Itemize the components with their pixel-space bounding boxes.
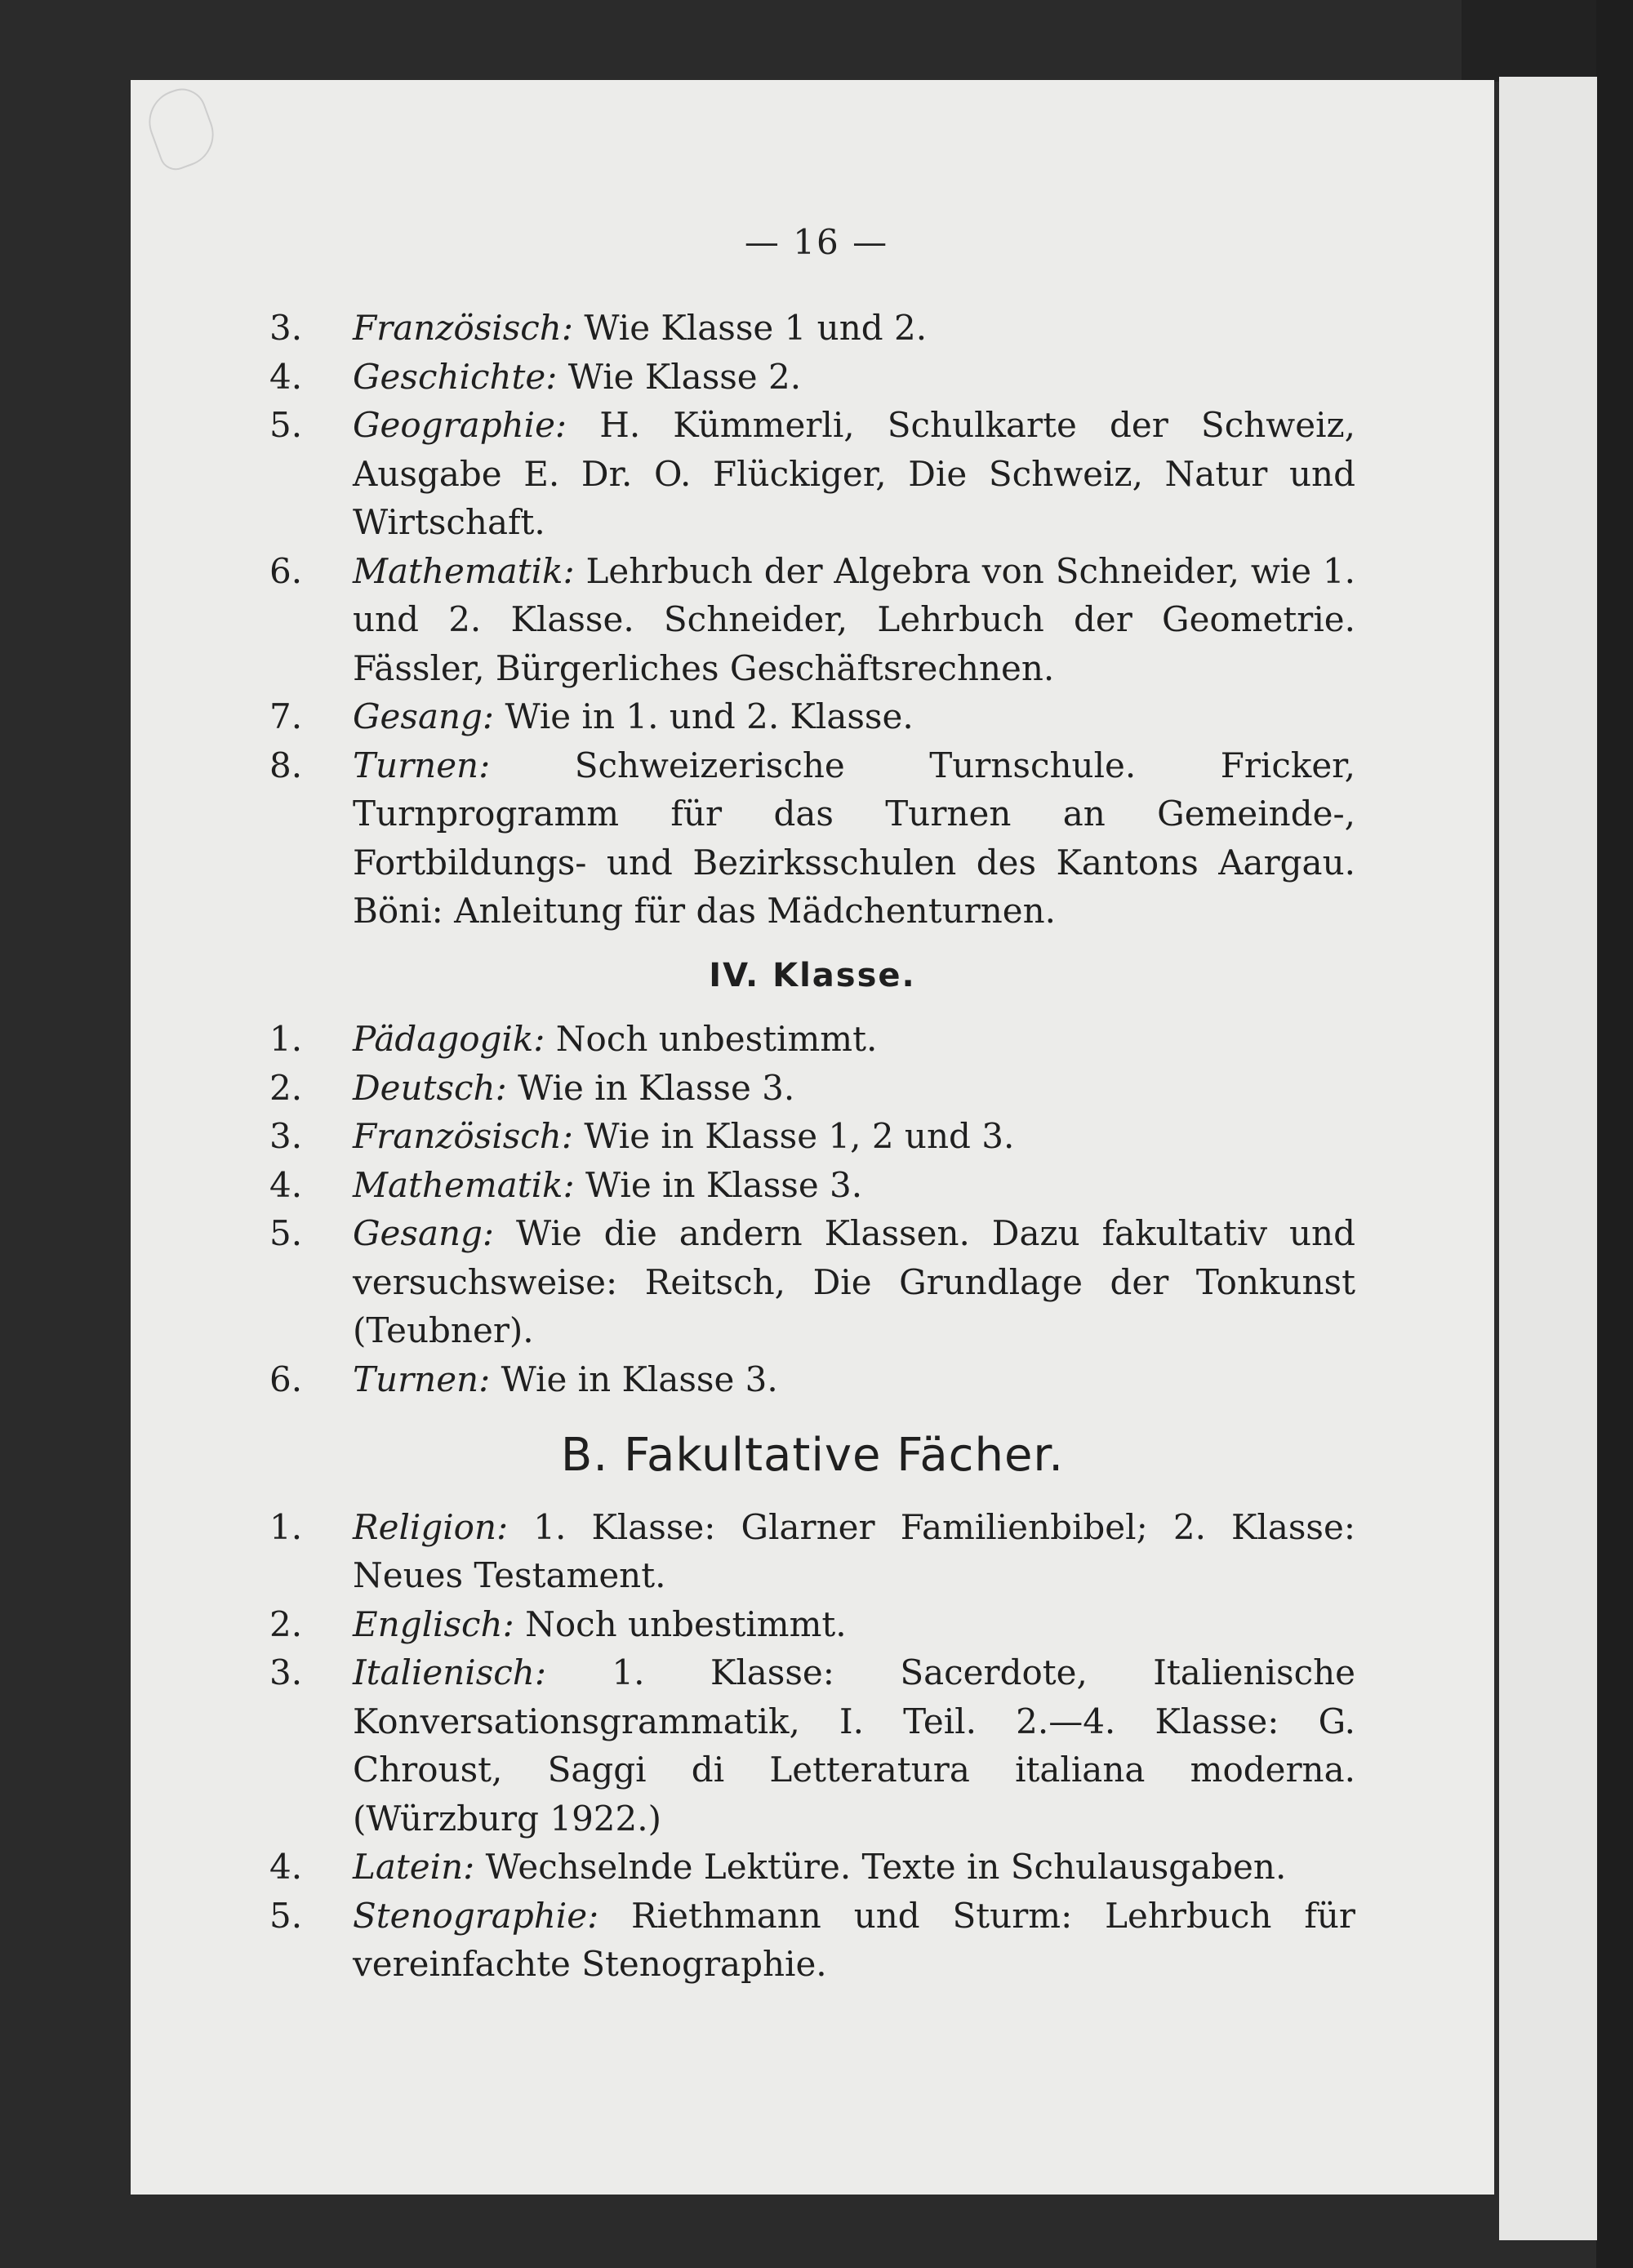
item-number: 1.: [269, 1506, 303, 1547]
section-heading-iv: IV. Klasse.: [709, 956, 916, 994]
item-subject: Gesang:: [353, 1213, 495, 1253]
item-subject: Latein:: [353, 1847, 475, 1887]
item-subject: Turnen:: [353, 1359, 491, 1399]
list-item: [269, 1600, 1355, 1649]
item-number: 3.: [269, 308, 303, 348]
item-number: 5.: [269, 1213, 303, 1253]
item-number: 1.: [269, 1019, 303, 1059]
page-content: [269, 304, 1355, 1989]
item-text: Wie in Klasse 3.: [574, 1164, 863, 1205]
item-number: 4.: [269, 1847, 303, 1887]
list-item: [269, 741, 1355, 936]
item-text: Wie Klasse 2.: [557, 356, 802, 397]
item-subject: Deutsch:: [353, 1067, 507, 1108]
item-text: Wie in Klasse 3.: [506, 1067, 795, 1108]
item-number: 6.: [269, 1359, 303, 1399]
item-number: 4.: [269, 1164, 303, 1205]
item-number: 5.: [269, 1895, 303, 1936]
list-item: [269, 1209, 1355, 1355]
item-number: 8.: [269, 745, 303, 785]
list-item: [269, 1503, 1355, 1600]
list-item: [269, 1112, 1355, 1161]
item-text: Schweizerische Turnschule. Fricker, Turnprogramm für das Turnen an Gemeinde-, Fortbildungs- und Bezirksschulen des Kantons Aargau. Böni: Anleitung für das Mädchenturnen.: [353, 745, 1355, 931]
item-subject: Turnen:: [353, 745, 491, 785]
item-subject: Englisch:: [353, 1603, 514, 1644]
list-item: [269, 1892, 1355, 1989]
item-number: 5.: [269, 405, 303, 445]
item-subject: Pädagogik:: [353, 1019, 545, 1059]
item-text: Wie in 1. und 2. Klasse.: [494, 696, 914, 736]
section-b-list: [269, 1503, 1355, 1989]
item-number: 3.: [269, 1652, 303, 1692]
item-subject: Mathematik:: [353, 1164, 575, 1205]
item-number: 6.: [269, 550, 303, 591]
item-subject: Stenographie:: [353, 1895, 599, 1936]
item-subject: Religion:: [353, 1506, 509, 1547]
item-text: Wie die andern Klassen. Dazu fakultativ und versuchsweise: Reitsch, Die Grundlage der Tonkunst (Teubner).: [353, 1213, 1355, 1350]
item-text: Lehrbuch der Algebra von Schneider, wie 1. und 2. Klasse. Schneider, Lehrbuch der Geometrie. Fässler, Bürgerliches Geschäftsrechnen.: [353, 550, 1355, 688]
item-subject: Mathematik:: [353, 550, 575, 591]
item-subject: Geschichte:: [353, 356, 558, 397]
section-iv-list: [269, 1015, 1355, 1403]
list-item: [269, 1648, 1355, 1843]
item-number: 3.: [269, 1116, 303, 1156]
section-iii-list: [269, 304, 1355, 936]
adjacent-page: [1499, 77, 1597, 2240]
list-item: [269, 692, 1355, 741]
item-subject: Italienisch:: [353, 1652, 546, 1692]
list-item: [269, 547, 1355, 693]
item-subject: Französisch:: [353, 308, 573, 348]
item-number: 4.: [269, 356, 303, 397]
item-text: 1. Klasse: Sacerdote, Italienische Konversationsgrammatik, I. Teil. 2.—4. Klasse: G. Chroust, Saggi di Letteratura italiana moderna. (Würzburg 1922.): [353, 1652, 1355, 1839]
item-text: Wie Klasse 1 und 2.: [573, 308, 928, 348]
item-number: 7.: [269, 696, 303, 736]
list-item: [269, 1161, 1355, 1210]
list-item: [269, 1355, 1355, 1404]
item-number: 2.: [269, 1603, 303, 1644]
list-item: [269, 353, 1355, 402]
item-text: Wechselnde Lektüre. Texte in Schulausgaben.: [474, 1847, 1287, 1887]
item-text: Wie in Klasse 3.: [490, 1359, 778, 1399]
item-text: Noch unbestimmt.: [514, 1603, 847, 1644]
item-text: 1. Klasse: Glarner Familienbibel; 2. Klasse: Neues Testament.: [353, 1506, 1355, 1595]
list-item: [269, 1843, 1355, 1892]
item-subject: Geographie:: [353, 405, 567, 445]
item-text: Wie in Klasse 1, 2 und 3.: [573, 1116, 1015, 1156]
list-item: [269, 401, 1355, 547]
page-number: — 16 —: [744, 222, 889, 262]
item-number: 2.: [269, 1067, 303, 1108]
item-subject: Französisch:: [353, 1116, 573, 1156]
list-item: [269, 304, 1355, 353]
item-subject: Gesang:: [353, 696, 495, 736]
section-heading-b: B. Fakultative Fächer.: [560, 1429, 1065, 1482]
list-item: [269, 1064, 1355, 1113]
scan-border-right: [1596, 0, 1633, 2268]
list-item: [269, 1015, 1355, 1064]
item-text: Riethmann und Sturm: Lehrbuch für vereinfachte Stenographie.: [353, 1895, 1355, 1984]
item-text: Noch unbestimmt.: [545, 1019, 878, 1059]
item-text: H. Kümmerli, Schulkarte der Schweiz, Ausgabe E. Dr. O. Flückiger, Die Schweiz, Natur und Wirtschaft.: [353, 405, 1355, 542]
